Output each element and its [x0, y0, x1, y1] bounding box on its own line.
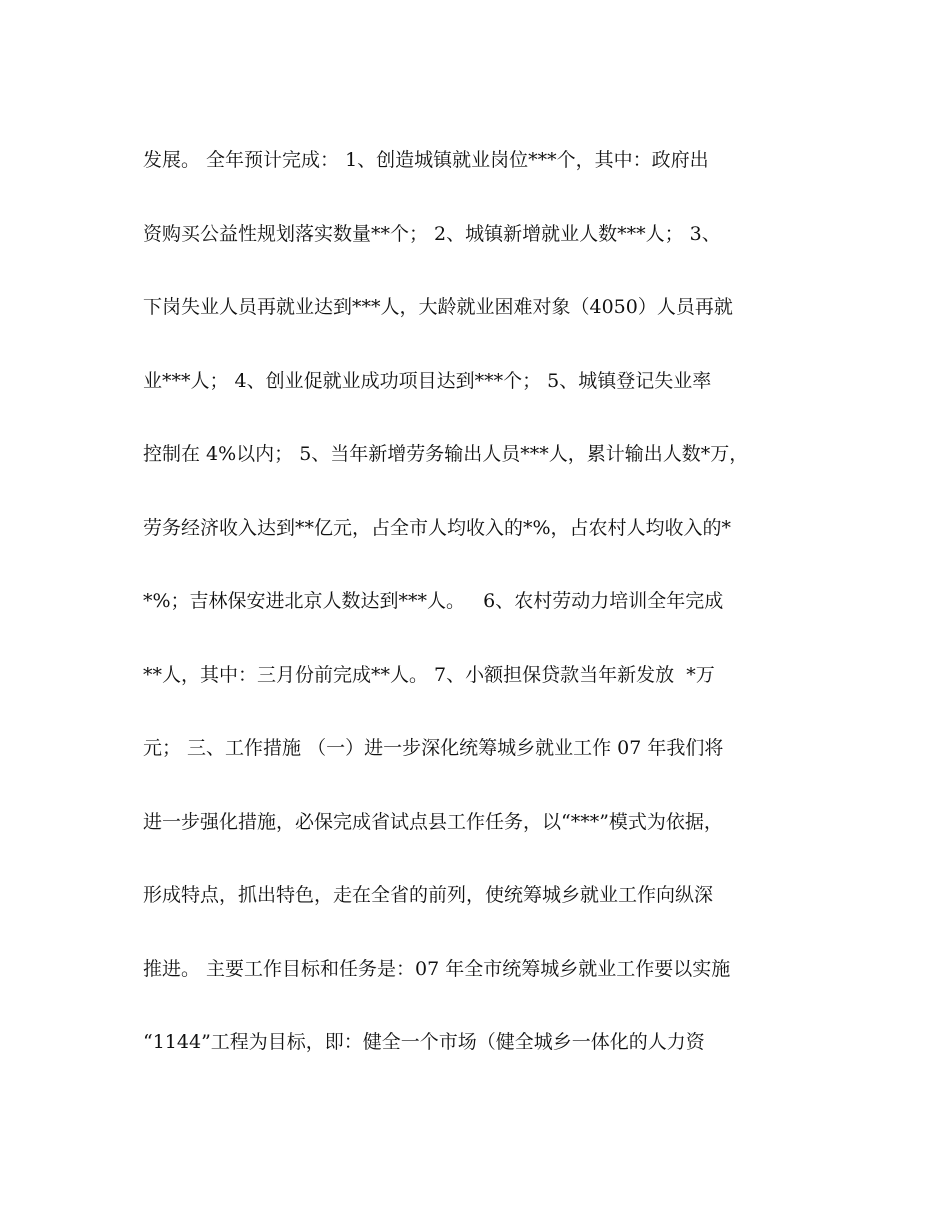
text-line: 资购买公益性规划落实数量**个； 2、城镇新增就业人数***人； 3、 — [143, 222, 721, 245]
text-line: 劳务经济收入达到**亿元，占全市人均收入的*%，占农村人均收入的* — [143, 516, 732, 539]
text-line: **人，其中：三月份前完成**人。 7、小额担保贷款当年新发放 *万 — [143, 663, 715, 686]
text-line: 推进。 主要工作目标和任务是：07 年全市统筹城乡就业工作要以实施 — [143, 957, 731, 980]
document-body — [143, 140, 843, 1096]
text-line: 控制在 4%以内； 5、当年新增劳务输出人员***人，累计输出人数*万， — [143, 443, 749, 465]
text-line: 元； 三、工作措施 （一）进一步深化统筹城乡就业工作 07 年我们将 — [143, 737, 724, 759]
text-line: 业***人； 4、创业促就业成功项目达到***个； 5、城镇登记失业率 — [143, 369, 712, 392]
text-line: “1144”工程为目标，即：健全一个市场（健全城乡一体化的人力资 — [143, 1031, 705, 1053]
text-line: 进一步强化措施，必保完成省试点县工作任务，以“***”模式为依据， — [143, 810, 723, 833]
text-line: 形成特点，抓出特色，走在全省的前列，使统筹城乡就业工作向纵深 — [143, 884, 714, 906]
text-line: 发展。 全年预计完成： 1、创造城镇就业岗位***个，其中：政府出 — [143, 149, 709, 171]
text-line: 下岗失业人员再就业达到***人，大龄就业困难对象（4050）人员再就 — [143, 296, 733, 318]
text-line: *%；吉林保安进北京人数达到***人。 6、农村劳动力培训全年完成 — [143, 590, 724, 612]
